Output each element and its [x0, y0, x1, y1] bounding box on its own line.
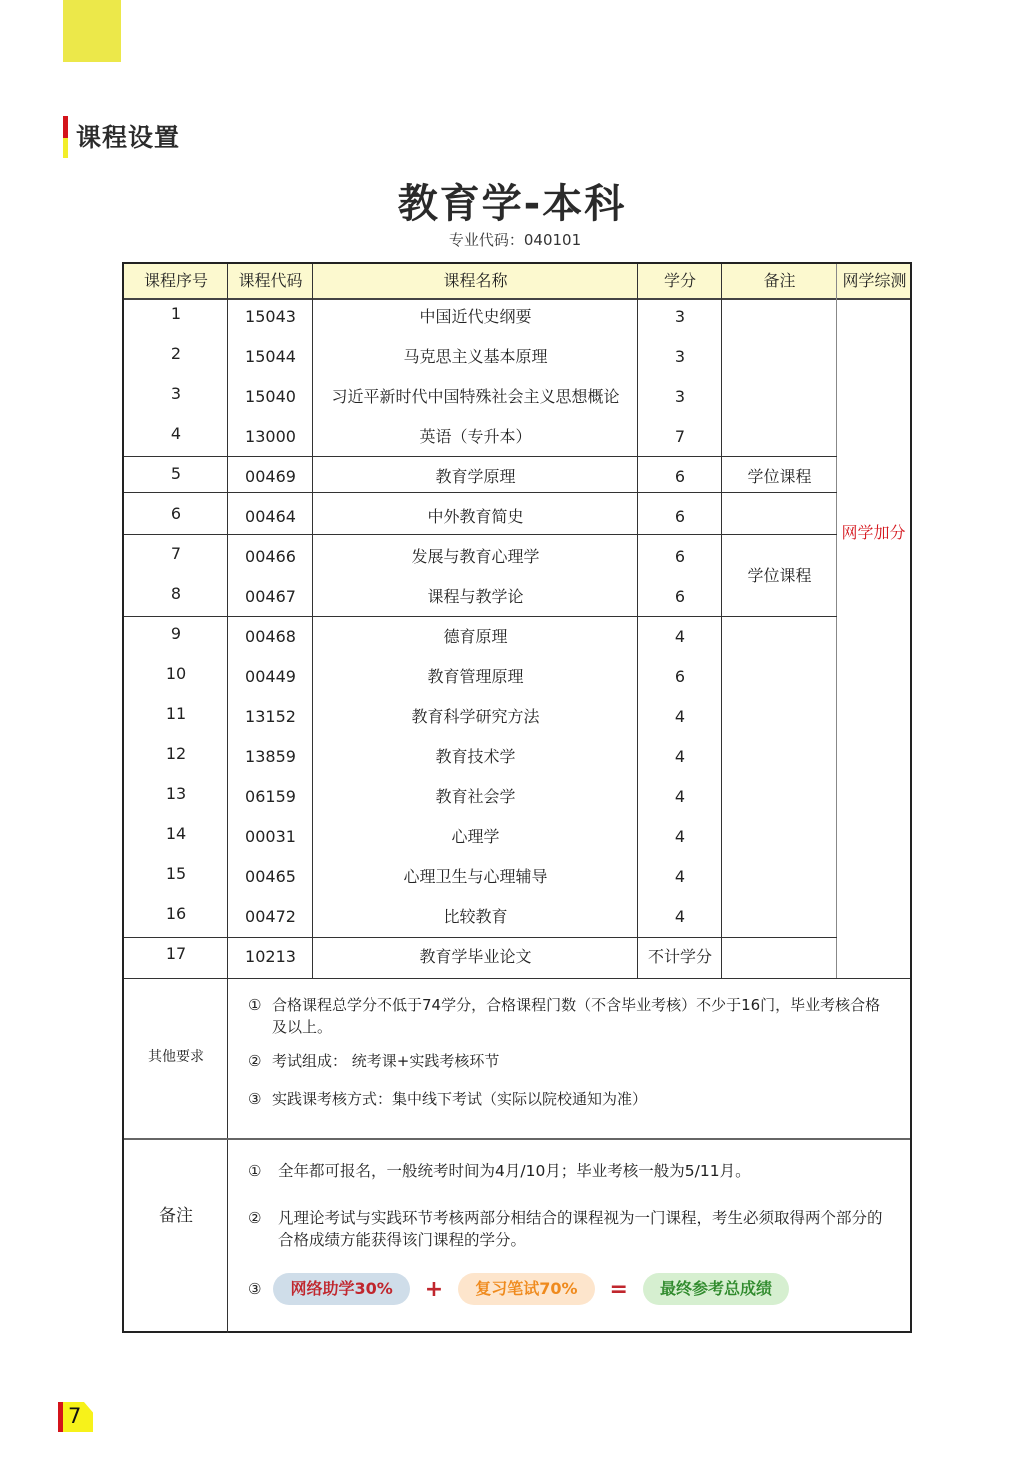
course-code: 00468	[245, 627, 296, 646]
section-title: 课程设置	[76, 123, 181, 152]
section-bar-yellow	[63, 138, 68, 158]
course-code: 13152	[245, 707, 296, 726]
header-remark: 备注	[763, 271, 796, 290]
course-credit: 3	[674, 347, 686, 366]
course-name: 中外教育简史	[427, 507, 524, 526]
course-name: 中国近代史纲要	[419, 307, 532, 326]
course-code: 15043	[245, 307, 296, 326]
course-no: 14	[165, 824, 187, 843]
course-name: 发展与教育心理学	[411, 547, 540, 566]
note-item	[248, 1160, 892, 1182]
header-name: 课程名称	[443, 271, 508, 290]
remark-cell: 学位课程	[747, 566, 812, 585]
online-test-note: 网学加分	[841, 523, 906, 542]
course-code: 00469	[245, 467, 296, 486]
page-number-badge	[58, 1402, 93, 1432]
course-name: 课程与教学论	[427, 587, 524, 606]
course-no: 17	[165, 944, 187, 963]
course-no: 8	[170, 584, 182, 603]
major-code: 专业代码：040101	[448, 231, 582, 249]
online-study-pill: 网络助学30%	[273, 1273, 409, 1305]
course-credit: 6	[674, 507, 686, 526]
section-bar-red	[63, 116, 68, 138]
main-title: 教育学-本科	[397, 181, 627, 227]
page-number: 7	[68, 1404, 82, 1428]
course-credit: 4	[674, 707, 686, 726]
other-requirements-label: 其他要求	[148, 1049, 204, 1065]
grid-line	[124, 1138, 910, 1140]
course-code: 13859	[245, 747, 296, 766]
course-code: 15044	[245, 347, 296, 366]
course-name: 比较教育	[443, 907, 508, 926]
course-no: 12	[165, 744, 187, 763]
item-number: ②	[248, 1052, 262, 1070]
course-name: 心理卫生与心理辅导	[403, 867, 548, 886]
course-code: 00466	[245, 547, 296, 566]
course-code: 13000	[245, 427, 296, 446]
course-code: 00031	[245, 827, 296, 846]
course-name: 英语（专升本）	[419, 427, 532, 446]
course-no: 15	[165, 864, 187, 883]
course-no: 13	[165, 784, 187, 803]
course-credit: 6	[674, 667, 686, 686]
written-exam-pill: 复习笔试70%	[458, 1273, 594, 1305]
course-table	[122, 262, 912, 1333]
course-name: 马克思主义基本原理	[403, 347, 548, 366]
course-no: 3	[170, 384, 182, 403]
course-credit: 4	[674, 907, 686, 926]
requirement-text: 合格课程总学分不低于74学分，合格课程门数（不含毕业考核）不少于16门，毕业考核合格及以上。	[272, 996, 881, 1036]
header-credit: 学分	[663, 271, 696, 290]
course-no: 9	[170, 624, 182, 643]
notes-label: 备注	[159, 1206, 193, 1226]
course-code: 15040	[245, 387, 296, 406]
course-credit: 3	[674, 307, 686, 326]
note-item	[248, 1207, 892, 1251]
course-credit: 6	[674, 547, 686, 566]
course-no: 6	[170, 504, 182, 523]
item-number: ②	[248, 1209, 262, 1227]
requirement-text: 考试组成： 统考课+实践考核环节	[272, 1052, 500, 1070]
course-no: 2	[170, 344, 182, 363]
course-name: 德育原理	[443, 627, 508, 646]
course-code: 06159	[245, 787, 296, 806]
course-code: 00467	[245, 587, 296, 606]
course-no: 4	[170, 424, 182, 443]
course-code: 00464	[245, 507, 296, 526]
course-credit: 3	[674, 387, 686, 406]
course-no: 16	[165, 904, 187, 923]
course-name: 教育学毕业论文	[419, 947, 532, 966]
course-credit: 6	[674, 587, 686, 606]
header-no: 课程序号	[143, 271, 208, 290]
course-name: 教育管理原理	[427, 667, 524, 686]
table-header	[124, 264, 910, 300]
course-credit: 4	[674, 867, 686, 886]
requirement-item	[248, 994, 892, 1038]
notes-list	[248, 1160, 892, 1251]
course-credit: 4	[674, 747, 686, 766]
final-score-pill: 最终参考总成绩	[643, 1273, 789, 1305]
requirement-item	[248, 1050, 892, 1072]
course-code: 00472	[245, 907, 296, 926]
item-number: ①	[248, 1162, 262, 1180]
course-name: 教育科学研究方法	[411, 707, 540, 726]
course-no: 10	[165, 664, 187, 683]
course-code: 00465	[245, 867, 296, 886]
course-credit: 6	[674, 467, 686, 486]
other-requirements-list	[248, 994, 892, 1110]
course-credit: 4	[674, 827, 686, 846]
header-online-test: 网学综测	[842, 271, 907, 290]
header-code: 课程代码	[238, 271, 303, 290]
note-text: 凡理论考试与实践环节考核两部分相结合的课程视为一门课程，考生必须取得两个部分的合格成绩方能获得该门课程的学分。	[278, 1209, 883, 1249]
course-name: 教育学原理	[435, 467, 516, 486]
course-credit: 7	[674, 427, 686, 446]
grid-line	[836, 264, 837, 978]
item-number: ③	[248, 1280, 262, 1298]
equals-sign: =	[609, 1276, 628, 1302]
course-no: 5	[170, 464, 182, 483]
corner-decoration	[63, 0, 121, 62]
course-no: 11	[165, 704, 187, 723]
score-formula	[248, 1273, 789, 1305]
course-name: 教育社会学	[435, 787, 516, 806]
course-name: 习近平新时代中国特殊社会主义思想概论	[331, 387, 620, 406]
course-name: 心理学	[451, 827, 500, 846]
course-code: 00449	[245, 667, 296, 686]
course-name: 教育技术学	[435, 747, 516, 766]
course-no: 7	[170, 544, 182, 563]
course-credit: 4	[674, 787, 686, 806]
item-number: ③	[248, 1090, 262, 1108]
course-credit: 4	[674, 627, 686, 646]
page-bar-red	[58, 1402, 63, 1432]
course-credit: 不计学分	[647, 947, 712, 966]
item-number: ①	[248, 996, 262, 1014]
grid-line	[227, 978, 228, 1333]
requirement-item	[248, 1088, 892, 1110]
note-text: 全年都可报名，一般统考时间为4月/10月；毕业考核一般为5/11月。	[278, 1162, 751, 1180]
requirement-text: 实践课考核方式：集中线下考试（实际以院校通知为准）	[272, 1090, 648, 1108]
plus-sign: +	[424, 1276, 444, 1302]
remark-cell: 学位课程	[747, 467, 812, 486]
course-code: 10213	[245, 947, 296, 966]
course-no: 1	[170, 304, 182, 323]
